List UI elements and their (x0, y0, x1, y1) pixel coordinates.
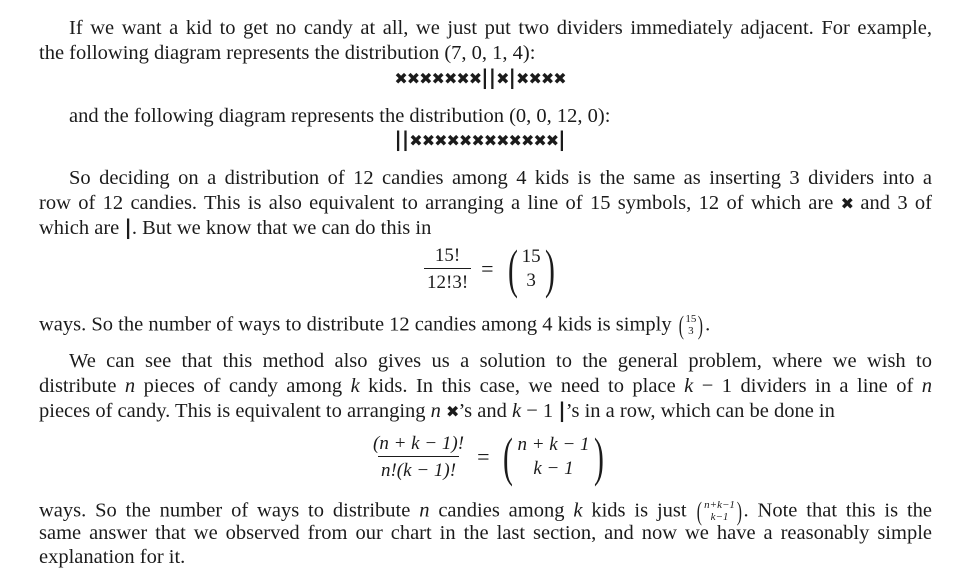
p1-line2: the following diagram represents the distribution (7, 0, 1, 4): (39, 42, 536, 64)
candy-symbols: ✖ (496, 69, 509, 88)
numerator: (n + k − 1)! (373, 433, 465, 454)
var: k (573, 499, 583, 522)
text: kids is just (582, 499, 687, 522)
var: k (684, 375, 694, 397)
text: and 3 of (860, 192, 933, 214)
p2-line4 (39, 313, 710, 339)
divider-symbols: || (394, 127, 410, 151)
equation-15-choose-3 (424, 239, 559, 299)
left-paren: ( (678, 311, 684, 340)
divider-icon: | (558, 398, 566, 422)
p2-line2 (39, 193, 932, 214)
text: distribute (39, 375, 125, 397)
binomial-top: n + k − 1 (517, 434, 590, 456)
text: ’s and (458, 400, 512, 422)
text: which are (39, 217, 120, 239)
binomial-stack (522, 245, 541, 293)
fraction (424, 246, 471, 292)
divider-symbols: | (508, 65, 517, 89)
text: − 1 (521, 400, 559, 422)
var: k (350, 375, 360, 397)
equals-sign: = (477, 444, 490, 469)
diagram-7-0-1-4 (0, 67, 960, 89)
right-paren: ) (736, 497, 742, 526)
divider-symbols: || (481, 65, 497, 89)
text: candies among (429, 499, 574, 522)
left-paren: ( (503, 427, 514, 487)
denominator: n!(k − 1)! (378, 456, 459, 480)
var: k (511, 400, 522, 422)
p1-line3: and the following diagram represents the distribution (0, 0, 12, 0): (69, 105, 611, 127)
text: . Note that this is the (743, 499, 932, 522)
p3-line1: We can see that this method also gives us a solution to the general problem, where we wish to (69, 350, 932, 372)
binomial-bottom: 3 (688, 325, 694, 337)
text: pieces of candy. This is equivalent to arranging (39, 400, 431, 422)
binomial-bottom: 3 (526, 270, 536, 291)
p2-line1: So deciding on a distribution of 12 candies among 4 kids is the same as inserting 3 dividers into a (69, 167, 932, 189)
right-paren: ) (593, 427, 604, 487)
divider-symbols: | (558, 127, 566, 151)
var: n (430, 400, 441, 422)
binomial-stack (685, 314, 696, 337)
text: . But we know that we can do this in (131, 217, 432, 239)
inline-binomial (677, 313, 705, 339)
candy-symbols: ✖✖✖✖✖✖✖✖✖✖✖✖ (409, 131, 559, 150)
p3-line3 (39, 400, 835, 422)
binomial-top: 15 (685, 313, 697, 326)
binomial-stack (517, 433, 589, 481)
candy-icon: ✖ (446, 402, 459, 421)
text: ways. So the number of ways to distribute 12 candies among 4 kids is simply (39, 313, 672, 336)
diagram-0-0-12-0 (0, 129, 960, 151)
numerator: 15! (434, 245, 461, 266)
p3-line2 (39, 376, 932, 397)
binomial (504, 239, 559, 299)
text: pieces of candy among (135, 375, 351, 397)
text: row of 12 candies. This is also equivalent to arranging a line of 15 symbols, 12 of which are (39, 192, 834, 214)
left-paren: ( (507, 239, 518, 299)
p3-line6: explanation for it. (39, 546, 186, 568)
text: ’s in a row, which can be done in (565, 400, 835, 422)
p3-line5: same answer that we observed from our chart in the last section, and now we have a reasonably simple (39, 522, 932, 544)
right-paren: ) (698, 311, 704, 340)
candy-symbols: ✖✖✖✖ (516, 69, 566, 88)
text: . (705, 313, 711, 336)
binomial (499, 427, 607, 487)
right-paren: ) (544, 239, 555, 299)
equation-general (370, 427, 608, 487)
text: kids. In this case, we need to place (359, 375, 685, 397)
left-paren: ( (697, 497, 703, 526)
var: n (921, 375, 933, 397)
divider-icon: | (124, 215, 132, 239)
text: − 1 dividers in a line of (693, 375, 922, 397)
candy-icon: ✖ (840, 194, 854, 213)
text: ways. So the number of ways to distribute (39, 499, 420, 522)
var: n (124, 375, 136, 397)
denominator: 12!3! (424, 268, 471, 292)
p1-line1: If we want a kid to get no candy at all, we just put two dividers immediately adjacent. For example, (69, 17, 932, 39)
binomial-stack (704, 500, 735, 523)
candy-symbols: ✖✖✖✖✖✖✖ (394, 69, 482, 88)
equals-sign: = (481, 256, 494, 281)
binomial-top: 15 (521, 246, 541, 268)
binomial-bottom: k − 1 (533, 458, 574, 479)
p2-line3 (39, 217, 431, 239)
fraction (370, 434, 467, 480)
var: n (419, 499, 430, 522)
binomial-bottom: k−1 (710, 511, 729, 523)
binomial-top: n+k−1 (704, 499, 735, 512)
